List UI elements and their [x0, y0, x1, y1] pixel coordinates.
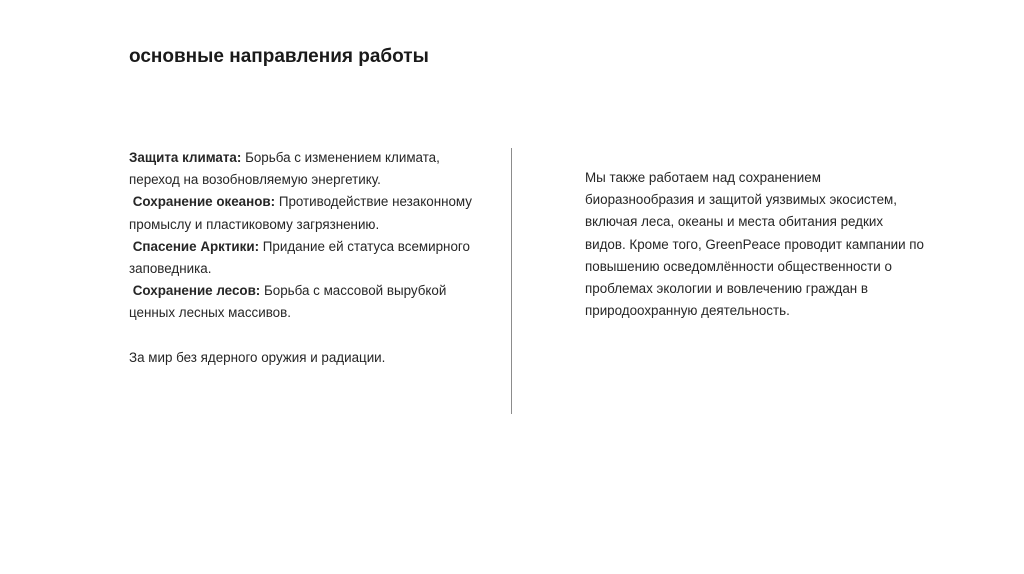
- left-column: [129, 147, 489, 369]
- closing-statement: За мир без ядерного оружия и радиации.: [129, 349, 386, 365]
- item-text: Придание ей статуса всемирного заповедника.: [129, 238, 470, 277]
- item-text: Борьба с изменением климата, переход на возобновляемую энергетику.: [129, 150, 440, 188]
- right-column: [585, 167, 925, 322]
- spacer: [129, 325, 489, 347]
- item-heading: Спасение Арктики:: [132, 238, 260, 254]
- item-heading: Защита климата:: [129, 150, 242, 165]
- item-text: Борьба с массовой вырубкой ценных лесных массивов.: [129, 283, 447, 321]
- list-item: [129, 236, 489, 280]
- list-item: [129, 191, 489, 235]
- item-heading: Сохранение лесов:: [132, 283, 261, 299]
- list-item: [129, 280, 489, 324]
- slide-title: основные направления работы: [129, 46, 429, 67]
- column-divider: [511, 148, 512, 414]
- right-column-text: Мы также работаем над сохранением биоразнообразия и защитой уязвимых экосистем, включая леса, океаны и места обитания редких видов. Кроме того, GreenPeace проводит кампании по повышению осведомлённости общественности о проблемах экологии и вовлечению граждан в природоохранную деятельность.: [585, 170, 924, 319]
- item-text: Противодействие незаконному промыслу и пластиковому загрязнению.: [129, 194, 472, 232]
- list-item: [129, 147, 489, 191]
- item-heading: Сохранение океанов:: [132, 194, 276, 210]
